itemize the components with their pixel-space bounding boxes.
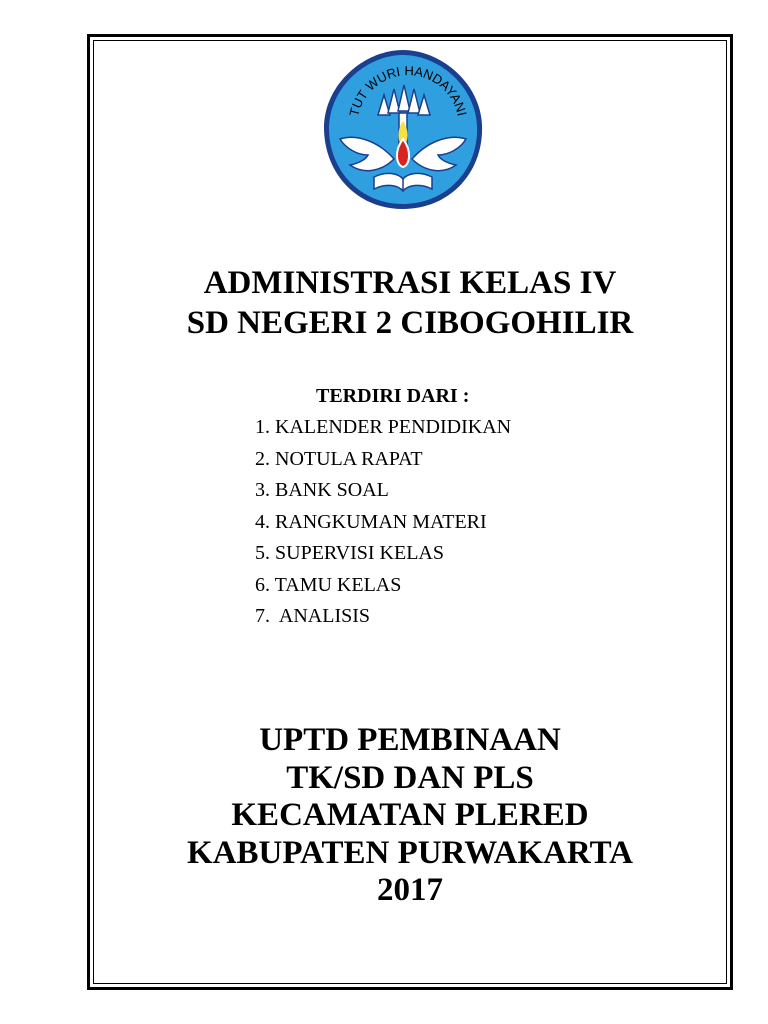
tut-wuri-handayani-logo xyxy=(320,47,486,213)
list-item: 4. RANGKUMAN MATERI xyxy=(255,510,487,533)
list-item: 1. KALENDER PENDIDIKAN xyxy=(255,416,512,438)
list-item: 7. ANALISIS xyxy=(255,605,371,627)
document-title xyxy=(95,263,725,343)
title-line-1: ADMINISTRASI KELAS IV xyxy=(203,265,617,301)
institution-line-2: TK/SD DAN PLS xyxy=(286,759,534,796)
contents-list xyxy=(255,412,511,633)
list-item: 3. BANK SOAL xyxy=(255,479,389,501)
institution-line-3: KECAMATAN PLERED xyxy=(231,797,589,833)
title-line-2: SD NEGERI 2 CIBOGOHILIR xyxy=(186,305,634,341)
year: 2017 xyxy=(377,872,443,908)
institution-line-1: UPTD PEMBINAAN xyxy=(259,722,561,758)
contents-heading: TERDIRI DARI : xyxy=(316,385,470,407)
list-item: 6. TAMU KELAS xyxy=(255,573,402,596)
list-item: 2. NOTULA RAPAT xyxy=(255,447,423,470)
list-item: 5. SUPERVISI KELAS xyxy=(255,542,444,564)
institution-block xyxy=(95,722,725,910)
logo-motto-text: TUT WURI HANDAYANI xyxy=(346,63,470,118)
institution-line-4: KABUPATEN PURWAKARTA xyxy=(187,834,633,871)
